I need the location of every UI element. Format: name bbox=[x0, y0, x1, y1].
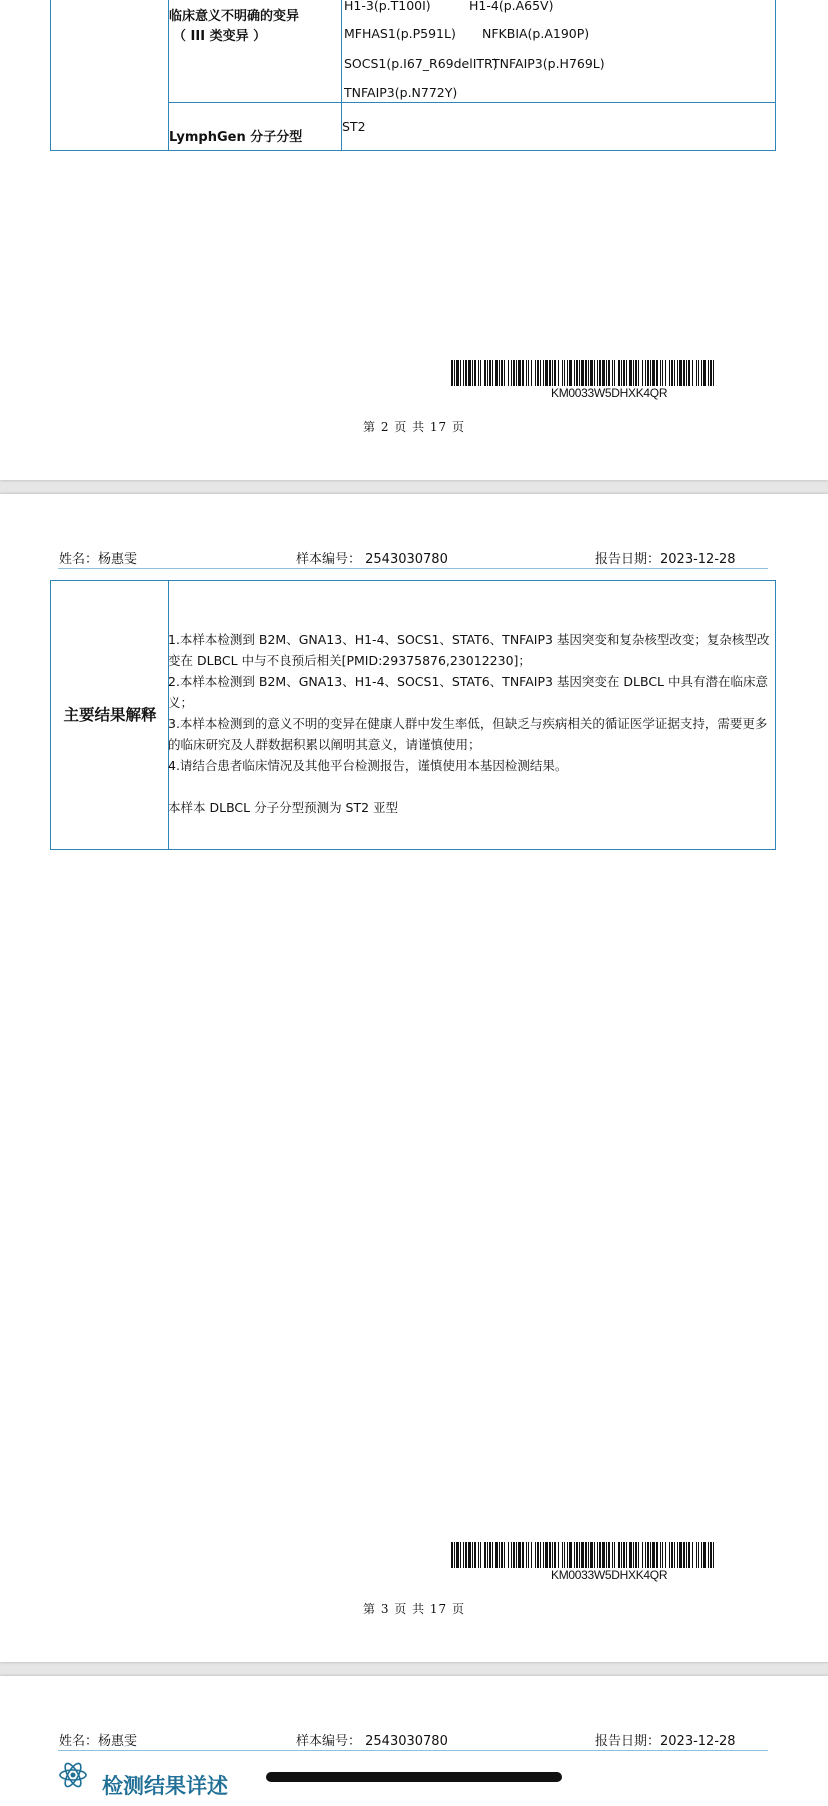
report-header bbox=[58, 544, 768, 569]
interpretation-item: 2.本样本检测到 B2M、GNA13、H1-4、SOCS1、STAT6、TNFAIP3 基因突变在 DLBCL 中具有潜在临床意义； bbox=[168, 674, 768, 710]
report-page-2 bbox=[0, 0, 828, 480]
subtype-conclusion: 本样本 DLBCL 分子分型预测为 ST2 亚型 bbox=[168, 800, 399, 815]
variant-item: H1-3(p.T100I) bbox=[344, 0, 431, 13]
interpretation-item: 4.请结合患者临床情况及其他平台检测报告，谨慎使用本基因检测结果。 bbox=[168, 758, 568, 773]
report-header bbox=[58, 1726, 768, 1751]
variant-item: MFHAS1(p.P591L) bbox=[344, 26, 456, 41]
lymphgen-value: ST2 bbox=[342, 119, 366, 134]
report-page-3 bbox=[0, 494, 828, 1662]
barcode-number: KM0033W5DHXK4QR bbox=[551, 1568, 668, 1582]
barcode-number: KM0033W5DHXK4QR bbox=[551, 386, 668, 400]
report-date: 报告日期：2023-12-28 bbox=[595, 552, 736, 567]
variant-item: H1-4(p.A65V) bbox=[469, 0, 554, 13]
barcode bbox=[451, 1542, 717, 1568]
interpretation-item: 1.本样本检测到 B2M、GNA13、H1-4、SOCS1、STAT6、TNFAIP3 基因突变和复杂核型改变；复杂核型改变在 DLBCL 中与不良预后相关[PMID:29375876,23012230]； bbox=[168, 632, 770, 668]
section-title: 检测结果详述 bbox=[102, 1774, 228, 1798]
variant-item: SOCS1(p.I67_R69delITR) bbox=[344, 56, 498, 71]
patient-name: 姓名：杨惠雯 bbox=[59, 552, 138, 567]
home-indicator[interactable] bbox=[266, 1772, 562, 1782]
page-indicator: 第 2 页 共 17 页 bbox=[363, 420, 465, 434]
lymphgen-label: LymphGen 分子分型 bbox=[169, 130, 303, 145]
vus-label: 临床意义不明确的变异 （ III 类变异 ） bbox=[169, 9, 300, 44]
sample-number: 样本编号： 2543030780 bbox=[296, 1734, 448, 1749]
page-indicator: 第 3 页 共 17 页 bbox=[363, 1602, 465, 1616]
interpretation-label: 主要结果解释 bbox=[63, 706, 157, 724]
barcode bbox=[451, 360, 717, 386]
interpretation-text bbox=[168, 629, 776, 818]
atom-icon bbox=[58, 1760, 88, 1790]
variant-item: TNFAIP3(p.H769L) bbox=[492, 56, 605, 71]
report-date: 报告日期：2023-12-28 bbox=[595, 1734, 736, 1749]
variants-table bbox=[50, 0, 776, 151]
interpretation-item: 3.本样本检测到的意义不明的变异在健康人群中发生率低，但缺乏与疾病相关的循证医学证据支持，需要更多的临床研究及人群数据积累以阐明其意义，请谨慎使用； bbox=[168, 716, 768, 752]
patient-name: 姓名：杨惠雯 bbox=[59, 1734, 138, 1749]
report-page-4 bbox=[0, 1676, 828, 1806]
variant-item: NFKBIA(p.A190P) bbox=[482, 26, 590, 41]
variant-item: TNFAIP3(p.N772Y) bbox=[344, 85, 458, 100]
sample-number: 样本编号： 2543030780 bbox=[296, 552, 448, 567]
